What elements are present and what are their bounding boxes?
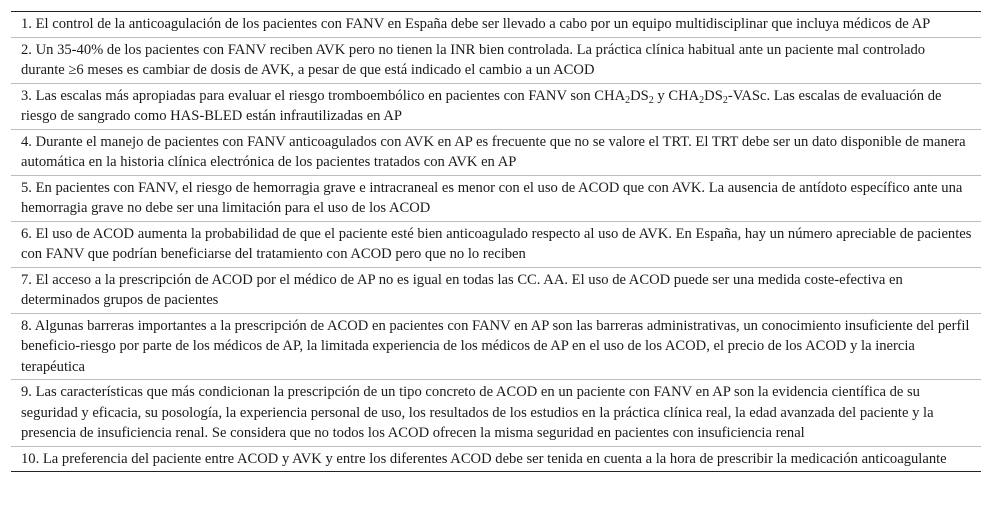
table-row: 1. El control de la anticoagulación de los pacientes con FANV en España debe ser llevado a cabo por un equipo multidisciplinar que incluya médicos de AP [11, 12, 981, 38]
table-row: 6. El uso de ACOD aumenta la probabilidad de que el paciente esté bien anticoagulado respecto al uso de AVK. En España, hay un número apreciable de pacientes con FANV que podrían beneficiarse del tratamiento con ACOD pero que no lo reciben [11, 222, 981, 268]
table-row: 9. Las características que más condicionan la prescripción de un tipo concreto de ACOD en un paciente con FANV en AP son la evidencia científica de su seguridad y eficacia, su posología, la experiencia personal de uso, los resultados de los estudios en la práctica clínica real, la edad avanzada del paciente y la presencia de insuficiencia renal. Se considera que no todos los ACOD ofrecen la misma seguridad en pacientes con insuficiencia renal [11, 380, 981, 447]
table-row: 7. El acceso a la prescripción de ACOD por el médico de AP no es igual en todas las CC. AA. El uso de ACOD puede ser una medida coste-efectiva en determinados grupos de pacientes [11, 268, 981, 314]
table-row: 5. En pacientes con FANV, el riesgo de hemorragia grave e intracraneal es menor con el uso de ACOD que con AVK. La ausencia de antídoto específico ante una hemorragia grave no debe ser una limitación para el uso de los ACOD [11, 176, 981, 222]
recommendations-table [11, 11, 981, 472]
table-row: 3. Las escalas más apropiadas para evaluar el riesgo tromboembólico en pacientes con FANV son $CHA_2DS_2$ y $CHA_2DS_2$-VASc. Las escalas de evaluación de riesgo de sangrado como HAS-BLED están infrautilizadas en AP [11, 84, 981, 130]
table-row: 8. Algunas barreras importantes a la prescripción de ACOD en pacientes con FANV en AP son las barreras administrativas, un conocimiento insuficiente del perfil beneficio-riesgo por parte de los médicos de AP, la limitada experiencia de los médicos de AP en el uso de los ACOD, el precio de los ACOD y la inercia terapéutica [11, 314, 981, 381]
table-row: 10. La preferencia del paciente entre ACOD y AVK y entre los diferentes ACOD debe ser tenida en cuenta a la hora de prescribir la medicación anticoagulante [21, 450, 947, 467]
table-row: 4. Durante el manejo de pacientes con FANV anticoagulados con AVK en AP es frecuente que no se valore el TRT. El TRT debe ser un dato disponible de manera automática en la historia clínica electrónica de los pacientes tratados con AVK en AP [11, 130, 981, 176]
table-row: 2. Un 35-40% de los pacientes con FANV reciben AVK pero no tienen la INR bien controlada. La práctica clínica habitual ante un paciente mal controlado durante ≥6 meses es cambiar de dosis de AVK, a pesar de que está indicado el cambio a un ACOD [11, 38, 981, 84]
